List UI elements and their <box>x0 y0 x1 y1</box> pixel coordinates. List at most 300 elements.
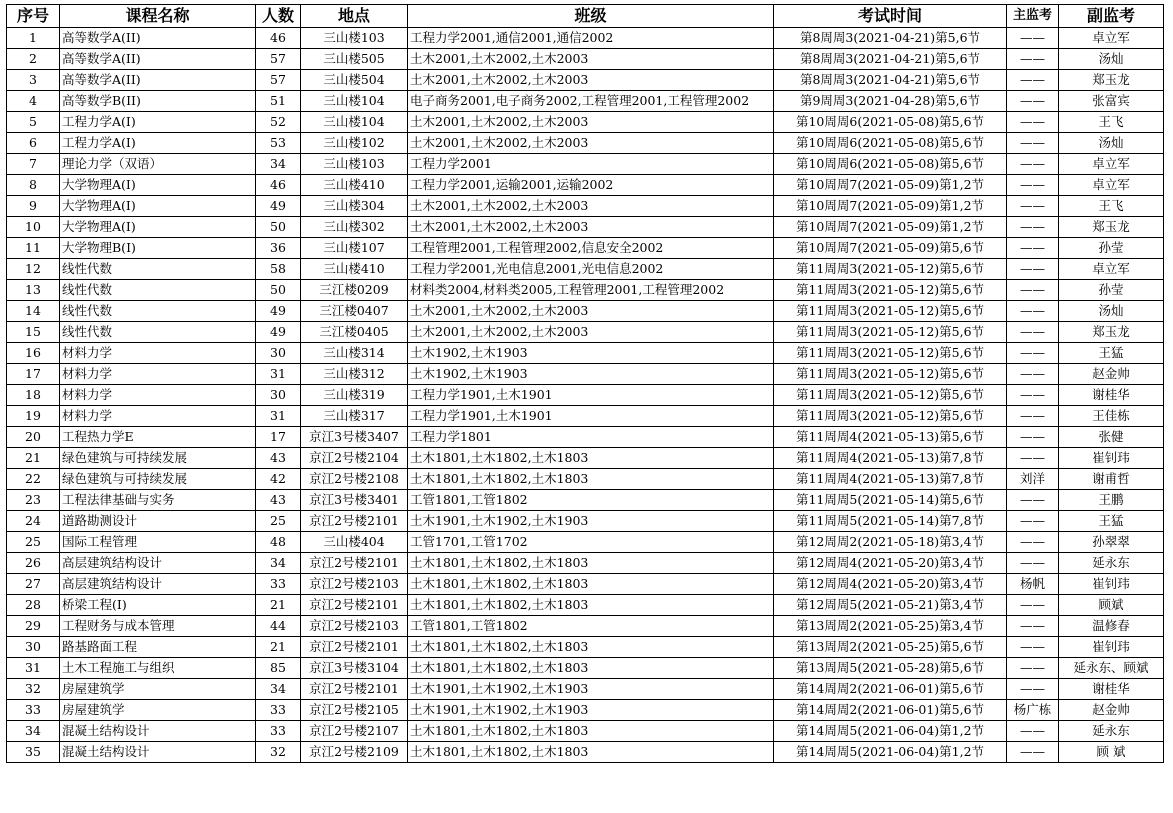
table-row <box>7 574 1164 595</box>
cell-exam-time: 第11周周3(2021-05-12)第5,6节 <box>774 301 1007 322</box>
cell-exam-time: 第11周周3(2021-05-12)第5,6节 <box>774 343 1007 364</box>
table-row <box>7 364 1164 385</box>
cell-chief-invigilator: —— <box>1007 595 1059 616</box>
cell-assistant-invigilator: 延永东、顾斌 <box>1059 658 1164 679</box>
cell-assistant-invigilator: 王猛 <box>1059 343 1164 364</box>
table-row <box>7 595 1164 616</box>
cell-course-name: 大学物理A(I) <box>60 175 256 196</box>
cell-headcount: 34 <box>256 679 301 700</box>
cell-headcount: 30 <box>256 385 301 406</box>
table-row <box>7 532 1164 553</box>
table-row <box>7 322 1164 343</box>
cell-classes: 工程力学2001 <box>408 154 774 175</box>
cell-course-name: 道路勘测设计 <box>60 511 256 532</box>
cell-assistant-invigilator: 赵金帅 <box>1059 700 1164 721</box>
table-row <box>7 700 1164 721</box>
cell-classes: 土木2001,土木2002,土木2003 <box>408 133 774 154</box>
table-row <box>7 448 1164 469</box>
header-index: 序号 <box>7 5 60 28</box>
cell-course-name: 房屋建筑学 <box>60 700 256 721</box>
cell-headcount: 58 <box>256 259 301 280</box>
cell-classes: 土木1901,土木1902,土木1903 <box>408 700 774 721</box>
cell-exam-time: 第12周周5(2021-05-21)第3,4节 <box>774 595 1007 616</box>
cell-exam-time: 第10周周7(2021-05-09)第5,6节 <box>774 238 1007 259</box>
cell-location: 京江3号楼3401 <box>301 490 408 511</box>
cell-index: 25 <box>7 532 60 553</box>
table-row <box>7 238 1164 259</box>
cell-index: 3 <box>7 70 60 91</box>
cell-location: 三山楼103 <box>301 154 408 175</box>
cell-classes: 工管1701,工管1702 <box>408 532 774 553</box>
cell-classes: 土木1801,土木1802,土木1803 <box>408 553 774 574</box>
cell-assistant-invigilator: 温修春 <box>1059 616 1164 637</box>
header-classes: 班级 <box>408 5 774 28</box>
cell-classes: 工程管理2001,工程管理2002,信息安全2002 <box>408 238 774 259</box>
cell-classes: 工程力学1801 <box>408 427 774 448</box>
table-row <box>7 259 1164 280</box>
cell-location: 三江楼0209 <box>301 280 408 301</box>
exam-schedule-table <box>6 4 1164 763</box>
cell-chief-invigilator: —— <box>1007 511 1059 532</box>
table-row <box>7 49 1164 70</box>
cell-location: 三山楼317 <box>301 406 408 427</box>
table-row <box>7 406 1164 427</box>
cell-course-name: 房屋建筑学 <box>60 679 256 700</box>
cell-index: 34 <box>7 721 60 742</box>
cell-course-name: 工程力学A(I) <box>60 133 256 154</box>
cell-location: 三山楼304 <box>301 196 408 217</box>
cell-location: 京江2号楼2101 <box>301 595 408 616</box>
cell-chief-invigilator: —— <box>1007 532 1059 553</box>
cell-location: 三山楼410 <box>301 175 408 196</box>
cell-location: 京江2号楼2108 <box>301 469 408 490</box>
cell-index: 12 <box>7 259 60 280</box>
cell-course-name: 工程财务与成本管理 <box>60 616 256 637</box>
cell-headcount: 57 <box>256 49 301 70</box>
cell-headcount: 43 <box>256 490 301 511</box>
cell-assistant-invigilator: 顾斌 <box>1059 595 1164 616</box>
cell-course-name: 高等数学A(II) <box>60 70 256 91</box>
cell-classes: 土木2001,土木2002,土木2003 <box>408 49 774 70</box>
cell-headcount: 44 <box>256 616 301 637</box>
cell-exam-time: 第12周周4(2021-05-20)第3,4节 <box>774 553 1007 574</box>
table-row <box>7 511 1164 532</box>
table-row <box>7 91 1164 112</box>
header-course-name: 课程名称 <box>60 5 256 28</box>
header-location: 地点 <box>301 5 408 28</box>
cell-chief-invigilator: —— <box>1007 196 1059 217</box>
cell-chief-invigilator: —— <box>1007 133 1059 154</box>
cell-location: 三山楼103 <box>301 28 408 49</box>
cell-course-name: 大学物理B(I) <box>60 238 256 259</box>
cell-classes: 土木1801,土木1802,土木1803 <box>408 469 774 490</box>
cell-index: 27 <box>7 574 60 595</box>
cell-location: 三江楼0405 <box>301 322 408 343</box>
cell-headcount: 46 <box>256 175 301 196</box>
cell-location: 京江2号楼2107 <box>301 721 408 742</box>
cell-classes: 工管1801,工管1802 <box>408 490 774 511</box>
cell-assistant-invigilator: 王佳栋 <box>1059 406 1164 427</box>
cell-assistant-invigilator: 汤灿 <box>1059 133 1164 154</box>
cell-exam-time: 第8周周3(2021-04-21)第5,6节 <box>774 70 1007 91</box>
cell-location: 三山楼505 <box>301 49 408 70</box>
cell-assistant-invigilator: 延永东 <box>1059 721 1164 742</box>
cell-chief-invigilator: —— <box>1007 238 1059 259</box>
cell-headcount: 32 <box>256 742 301 763</box>
cell-assistant-invigilator: 张富宾 <box>1059 91 1164 112</box>
cell-location: 京江3号楼3407 <box>301 427 408 448</box>
cell-course-name: 桥梁工程(I) <box>60 595 256 616</box>
cell-index: 19 <box>7 406 60 427</box>
cell-headcount: 17 <box>256 427 301 448</box>
cell-location: 三山楼404 <box>301 532 408 553</box>
cell-chief-invigilator: —— <box>1007 616 1059 637</box>
table-row <box>7 469 1164 490</box>
cell-classes: 土木1902,土木1903 <box>408 343 774 364</box>
cell-chief-invigilator: —— <box>1007 343 1059 364</box>
cell-headcount: 30 <box>256 343 301 364</box>
cell-headcount: 33 <box>256 700 301 721</box>
cell-course-name: 材料力学 <box>60 343 256 364</box>
cell-assistant-invigilator: 卓立军 <box>1059 154 1164 175</box>
cell-course-name: 混凝土结构设计 <box>60 721 256 742</box>
cell-index: 4 <box>7 91 60 112</box>
header-exam-time: 考试时间 <box>774 5 1007 28</box>
header-row <box>7 5 1164 28</box>
table-row <box>7 217 1164 238</box>
cell-chief-invigilator: —— <box>1007 490 1059 511</box>
cell-exam-time: 第13周周5(2021-05-28)第5,6节 <box>774 658 1007 679</box>
cell-exam-time: 第11周周3(2021-05-12)第5,6节 <box>774 385 1007 406</box>
cell-exam-time: 第11周周5(2021-05-14)第5,6节 <box>774 490 1007 511</box>
cell-exam-time: 第11周周4(2021-05-13)第7,8节 <box>774 469 1007 490</box>
cell-location: 京江3号楼3104 <box>301 658 408 679</box>
cell-headcount: 25 <box>256 511 301 532</box>
cell-course-name: 高等数学B(II) <box>60 91 256 112</box>
cell-headcount: 51 <box>256 91 301 112</box>
cell-location: 三山楼107 <box>301 238 408 259</box>
cell-course-name: 大学物理A(I) <box>60 196 256 217</box>
table-body <box>7 28 1164 763</box>
cell-exam-time: 第11周周3(2021-05-12)第5,6节 <box>774 280 1007 301</box>
table-row <box>7 175 1164 196</box>
cell-assistant-invigilator: 汤灿 <box>1059 49 1164 70</box>
cell-headcount: 52 <box>256 112 301 133</box>
cell-assistant-invigilator: 延永东 <box>1059 553 1164 574</box>
cell-location: 三山楼314 <box>301 343 408 364</box>
cell-index: 2 <box>7 49 60 70</box>
cell-location: 京江2号楼2104 <box>301 448 408 469</box>
cell-assistant-invigilator: 赵金帅 <box>1059 364 1164 385</box>
cell-classes: 工程力学2001,光电信息2001,光电信息2002 <box>408 259 774 280</box>
cell-assistant-invigilator: 孙莹 <box>1059 280 1164 301</box>
cell-course-name: 材料力学 <box>60 364 256 385</box>
cell-assistant-invigilator: 谢桂华 <box>1059 679 1164 700</box>
cell-index: 31 <box>7 658 60 679</box>
cell-assistant-invigilator: 郑玉龙 <box>1059 217 1164 238</box>
cell-classes: 土木1901,土木1902,土木1903 <box>408 679 774 700</box>
cell-index: 24 <box>7 511 60 532</box>
cell-headcount: 49 <box>256 322 301 343</box>
table-row <box>7 385 1164 406</box>
cell-headcount: 31 <box>256 406 301 427</box>
table-row <box>7 742 1164 763</box>
cell-chief-invigilator: —— <box>1007 301 1059 322</box>
cell-chief-invigilator: —— <box>1007 427 1059 448</box>
table-row <box>7 490 1164 511</box>
cell-classes: 土木1902,土木1903 <box>408 364 774 385</box>
table-row <box>7 280 1164 301</box>
cell-exam-time: 第10周周6(2021-05-08)第5,6节 <box>774 154 1007 175</box>
cell-exam-time: 第12周周4(2021-05-20)第3,4节 <box>774 574 1007 595</box>
cell-index: 32 <box>7 679 60 700</box>
header-assistant-invigilator: 副监考 <box>1059 5 1164 28</box>
table-row <box>7 679 1164 700</box>
cell-course-name: 高等数学A(II) <box>60 28 256 49</box>
cell-assistant-invigilator: 王飞 <box>1059 112 1164 133</box>
cell-index: 16 <box>7 343 60 364</box>
cell-exam-time: 第11周周3(2021-05-12)第5,6节 <box>774 364 1007 385</box>
cell-assistant-invigilator: 王猛 <box>1059 511 1164 532</box>
cell-classes: 工管1801,工管1802 <box>408 616 774 637</box>
cell-chief-invigilator: —— <box>1007 385 1059 406</box>
cell-course-name: 混凝土结构设计 <box>60 742 256 763</box>
cell-assistant-invigilator: 王飞 <box>1059 196 1164 217</box>
cell-location: 三江楼0407 <box>301 301 408 322</box>
cell-exam-time: 第12周周2(2021-05-18)第3,4节 <box>774 532 1007 553</box>
cell-chief-invigilator: —— <box>1007 154 1059 175</box>
cell-assistant-invigilator: 谢桂华 <box>1059 385 1164 406</box>
table-row <box>7 721 1164 742</box>
table-row <box>7 658 1164 679</box>
table-row <box>7 616 1164 637</box>
cell-location: 京江2号楼2109 <box>301 742 408 763</box>
cell-index: 35 <box>7 742 60 763</box>
cell-classes: 土木1901,土木1902,土木1903 <box>408 511 774 532</box>
cell-index: 20 <box>7 427 60 448</box>
cell-chief-invigilator: —— <box>1007 280 1059 301</box>
cell-exam-time: 第10周周7(2021-05-09)第1,2节 <box>774 196 1007 217</box>
cell-assistant-invigilator: 孙莹 <box>1059 238 1164 259</box>
cell-assistant-invigilator: 崔钊玮 <box>1059 448 1164 469</box>
table-row <box>7 154 1164 175</box>
cell-location: 三山楼319 <box>301 385 408 406</box>
cell-exam-time: 第14周周2(2021-06-01)第5,6节 <box>774 700 1007 721</box>
cell-exam-time: 第10周周6(2021-05-08)第5,6节 <box>774 112 1007 133</box>
cell-location: 三山楼504 <box>301 70 408 91</box>
cell-assistant-invigilator: 谢甫哲 <box>1059 469 1164 490</box>
cell-assistant-invigilator: 郑玉龙 <box>1059 70 1164 91</box>
cell-classes: 工程力学1901,土木1901 <box>408 406 774 427</box>
cell-index: 33 <box>7 700 60 721</box>
cell-exam-time: 第11周周5(2021-05-14)第7,8节 <box>774 511 1007 532</box>
cell-index: 6 <box>7 133 60 154</box>
cell-course-name: 路基路面工程 <box>60 637 256 658</box>
cell-headcount: 34 <box>256 553 301 574</box>
cell-chief-invigilator: —— <box>1007 28 1059 49</box>
cell-classes: 土木1801,土木1802,土木1803 <box>408 658 774 679</box>
cell-classes: 土木1801,土木1802,土木1803 <box>408 595 774 616</box>
cell-classes: 工程力学1901,土木1901 <box>408 385 774 406</box>
cell-exam-time: 第11周周4(2021-05-13)第5,6节 <box>774 427 1007 448</box>
table-row <box>7 553 1164 574</box>
cell-exam-time: 第8周周3(2021-04-21)第5,6节 <box>774 49 1007 70</box>
cell-index: 9 <box>7 196 60 217</box>
cell-exam-time: 第10周周7(2021-05-09)第1,2节 <box>774 217 1007 238</box>
cell-exam-time: 第10周周7(2021-05-09)第1,2节 <box>774 175 1007 196</box>
cell-headcount: 34 <box>256 154 301 175</box>
cell-index: 11 <box>7 238 60 259</box>
cell-index: 28 <box>7 595 60 616</box>
cell-course-name: 工程法律基础与实务 <box>60 490 256 511</box>
cell-headcount: 49 <box>256 196 301 217</box>
cell-headcount: 46 <box>256 28 301 49</box>
cell-headcount: 43 <box>256 448 301 469</box>
cell-assistant-invigilator: 崔钊玮 <box>1059 574 1164 595</box>
cell-exam-time: 第14周周2(2021-06-01)第5,6节 <box>774 679 1007 700</box>
cell-headcount: 57 <box>256 70 301 91</box>
cell-classes: 工程力学2001,运输2001,运输2002 <box>408 175 774 196</box>
cell-location: 京江2号楼2101 <box>301 511 408 532</box>
cell-chief-invigilator: —— <box>1007 91 1059 112</box>
cell-course-name: 绿色建筑与可持续发展 <box>60 448 256 469</box>
cell-headcount: 50 <box>256 280 301 301</box>
cell-classes: 土木1801,土木1802,土木1803 <box>408 637 774 658</box>
cell-index: 1 <box>7 28 60 49</box>
cell-classes: 电子商务2001,电子商务2002,工程管理2001,工程管理2002 <box>408 91 774 112</box>
table-row <box>7 133 1164 154</box>
cell-course-name: 线性代数 <box>60 301 256 322</box>
cell-index: 26 <box>7 553 60 574</box>
cell-headcount: 48 <box>256 532 301 553</box>
cell-location: 三山楼302 <box>301 217 408 238</box>
cell-course-name: 工程热力学E <box>60 427 256 448</box>
cell-chief-invigilator: —— <box>1007 322 1059 343</box>
cell-location: 三山楼102 <box>301 133 408 154</box>
cell-location: 三山楼410 <box>301 259 408 280</box>
cell-chief-invigilator: —— <box>1007 70 1059 91</box>
cell-course-name: 高等数学A(II) <box>60 49 256 70</box>
cell-index: 18 <box>7 385 60 406</box>
cell-chief-invigilator: —— <box>1007 637 1059 658</box>
cell-location: 京江2号楼2103 <box>301 574 408 595</box>
cell-chief-invigilator: —— <box>1007 448 1059 469</box>
cell-headcount: 36 <box>256 238 301 259</box>
cell-classes: 土木1801,土木1802,土木1803 <box>408 574 774 595</box>
cell-exam-time: 第8周周3(2021-04-21)第5,6节 <box>774 28 1007 49</box>
cell-exam-time: 第11周周3(2021-05-12)第5,6节 <box>774 259 1007 280</box>
cell-chief-invigilator: —— <box>1007 175 1059 196</box>
cell-assistant-invigilator: 卓立军 <box>1059 175 1164 196</box>
cell-headcount: 31 <box>256 364 301 385</box>
cell-classes: 土木2001,土木2002,土木2003 <box>408 112 774 133</box>
cell-location: 三山楼104 <box>301 91 408 112</box>
cell-location: 京江2号楼2101 <box>301 679 408 700</box>
cell-location: 三山楼312 <box>301 364 408 385</box>
cell-headcount: 85 <box>256 658 301 679</box>
cell-course-name: 线性代数 <box>60 259 256 280</box>
cell-classes: 土木2001,土木2002,土木2003 <box>408 217 774 238</box>
cell-index: 8 <box>7 175 60 196</box>
cell-exam-time: 第11周周3(2021-05-12)第5,6节 <box>774 322 1007 343</box>
cell-classes: 土木2001,土木2002,土木2003 <box>408 70 774 91</box>
cell-course-name: 理论力学（双语） <box>60 154 256 175</box>
cell-index: 30 <box>7 637 60 658</box>
cell-course-name: 大学物理A(I) <box>60 217 256 238</box>
cell-index: 29 <box>7 616 60 637</box>
cell-headcount: 50 <box>256 217 301 238</box>
cell-chief-invigilator: —— <box>1007 742 1059 763</box>
header-chief-invigilator: 主监考 <box>1007 5 1059 28</box>
cell-course-name: 线性代数 <box>60 322 256 343</box>
cell-assistant-invigilator: 汤灿 <box>1059 301 1164 322</box>
cell-classes: 工程力学2001,通信2001,通信2002 <box>408 28 774 49</box>
cell-assistant-invigilator: 王鹏 <box>1059 490 1164 511</box>
table-row <box>7 637 1164 658</box>
cell-exam-time: 第13周周2(2021-05-25)第3,4节 <box>774 616 1007 637</box>
cell-chief-invigilator: —— <box>1007 364 1059 385</box>
cell-course-name: 土木工程施工与组织 <box>60 658 256 679</box>
cell-index: 17 <box>7 364 60 385</box>
cell-index: 14 <box>7 301 60 322</box>
cell-chief-invigilator: —— <box>1007 553 1059 574</box>
cell-chief-invigilator: —— <box>1007 721 1059 742</box>
cell-index: 5 <box>7 112 60 133</box>
cell-location: 京江2号楼2103 <box>301 616 408 637</box>
cell-classes: 土木2001,土木2002,土木2003 <box>408 322 774 343</box>
cell-headcount: 42 <box>256 469 301 490</box>
cell-location: 京江2号楼2101 <box>301 553 408 574</box>
cell-exam-time: 第13周周2(2021-05-25)第5,6节 <box>774 637 1007 658</box>
cell-course-name: 材料力学 <box>60 385 256 406</box>
cell-chief-invigilator: —— <box>1007 658 1059 679</box>
cell-assistant-invigilator: 郑玉龙 <box>1059 322 1164 343</box>
cell-classes: 土木1801,土木1802,土木1803 <box>408 721 774 742</box>
cell-headcount: 53 <box>256 133 301 154</box>
cell-classes: 土木1801,土木1802,土木1803 <box>408 448 774 469</box>
cell-assistant-invigilator: 卓立军 <box>1059 259 1164 280</box>
cell-classes: 土木1801,土木1802,土木1803 <box>408 742 774 763</box>
cell-classes: 土木2001,土木2002,土木2003 <box>408 301 774 322</box>
cell-assistant-invigilator: 顾 斌 <box>1059 742 1164 763</box>
cell-exam-time: 第9周周3(2021-04-28)第5,6节 <box>774 91 1007 112</box>
cell-course-name: 国际工程管理 <box>60 532 256 553</box>
header-headcount: 人数 <box>256 5 301 28</box>
cell-location: 京江2号楼2105 <box>301 700 408 721</box>
cell-assistant-invigilator: 张健 <box>1059 427 1164 448</box>
cell-index: 7 <box>7 154 60 175</box>
cell-classes: 土木2001,土木2002,土木2003 <box>408 196 774 217</box>
cell-chief-invigilator: —— <box>1007 112 1059 133</box>
cell-chief-invigilator: —— <box>1007 679 1059 700</box>
cell-headcount: 33 <box>256 721 301 742</box>
cell-headcount: 21 <box>256 595 301 616</box>
cell-index: 13 <box>7 280 60 301</box>
cell-index: 10 <box>7 217 60 238</box>
cell-course-name: 线性代数 <box>60 280 256 301</box>
table-row <box>7 343 1164 364</box>
cell-course-name: 工程力学A(I) <box>60 112 256 133</box>
cell-exam-time: 第14周周5(2021-06-04)第1,2节 <box>774 721 1007 742</box>
cell-location: 三山楼104 <box>301 112 408 133</box>
cell-chief-invigilator: —— <box>1007 406 1059 427</box>
cell-exam-time: 第10周周6(2021-05-08)第5,6节 <box>774 133 1007 154</box>
cell-assistant-invigilator: 卓立军 <box>1059 28 1164 49</box>
cell-chief-invigilator: —— <box>1007 259 1059 280</box>
table-row <box>7 112 1164 133</box>
cell-course-name: 高层建筑结构设计 <box>60 553 256 574</box>
cell-index: 22 <box>7 469 60 490</box>
